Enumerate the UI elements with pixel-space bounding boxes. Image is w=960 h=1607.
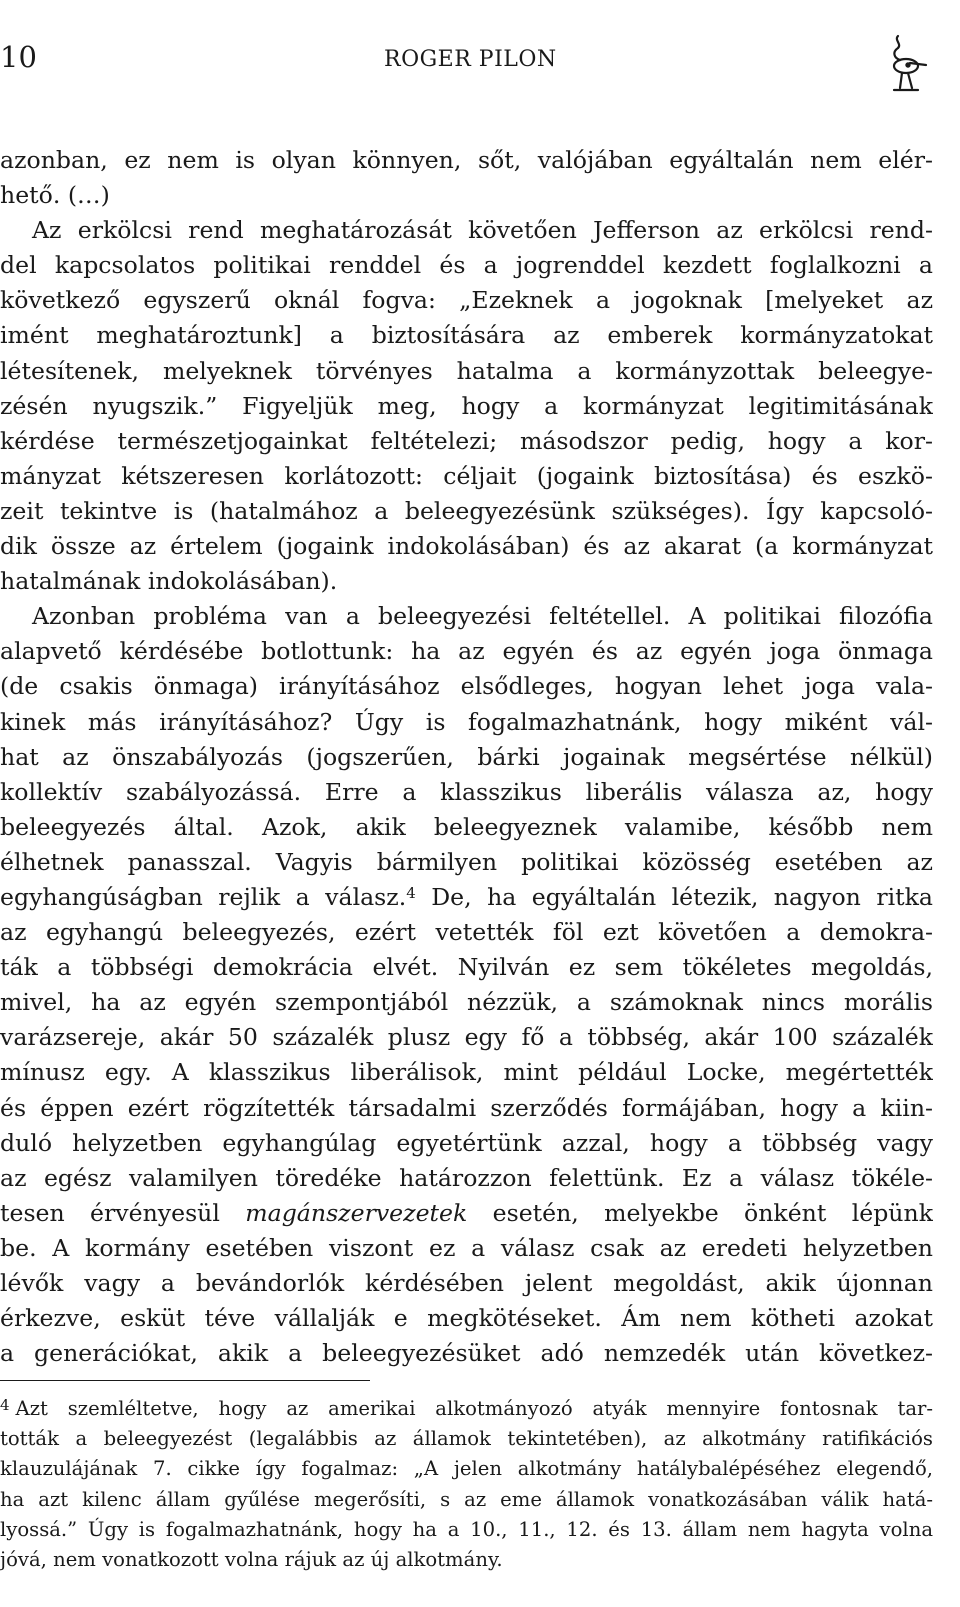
body-line: a generációkat, akik a beleegyezésüket adó nemzedék után következ- [0, 1339, 933, 1368]
body-line: érkezve, esküt téve vállalják e megkötéseket. Ám nem kötheti azokat [0, 1304, 933, 1333]
body-line: mínusz egy. A klasszikus liberálisok, mint például Locke, megértették [0, 1058, 933, 1087]
body-line: varázsereje, akár 50 százalék plusz egy fő a többség, akár 100 százalék [0, 1023, 933, 1052]
footnote-line: tották a beleegyezést (legalábbis az államok tekintetében), az alkotmány ratifikációs [0, 1427, 933, 1451]
footnote-reference[interactable]: 4 [406, 883, 416, 902]
body-line: az egész valamilyen töredéke határozzon felettünk. Ez a válasz tökéle- [0, 1163, 933, 1192]
footnote-line: jóvá, nem vonatkozott volna rájuk az új alkotmány. [0, 1547, 503, 1571]
footnote-number: 4 [0, 1396, 10, 1414]
body-line: ták a többségi demokrácia elvét. Nyilván ez sem tökéletes megoldás, [0, 953, 933, 982]
body-line: következő egyszerű oknál fogva: „Ezeknek a jogoknak [melyeket az [0, 286, 933, 315]
footnote-text: Azt szemléltetve, hogy az amerikai alkotmányozó atyák mennyire fontosnak tar- [15, 1397, 933, 1420]
body-line: Azonban probléma van a beleegyezési feltétellel. A politikai filozófia [32, 602, 933, 631]
footnote-divider [0, 1380, 370, 1381]
body-line: élhetnek panasszal. Vagyis bármilyen politikai közösség esetében az [0, 847, 933, 876]
body-line: lévők vagy a bevándorlók kérdésében jelent megoldást, akik újonnan [0, 1269, 933, 1297]
body-line: beleegyezés által. Azok, akik beleegyeznek valamibe, később nem [0, 812, 933, 841]
body-line: azonban, ez nem is olyan könnyen, sőt, valójában egyáltalán nem elér- [0, 146, 933, 174]
body-line: be. A kormány esetében viszont ez a válasz csak az eredeti helyzetben [0, 1233, 933, 1262]
body-line: (de csakis önmaga) irányításához elsődleges, hogyan lehet joga vala- [0, 672, 933, 701]
body-line-start: tesen érvényesül [0, 1198, 220, 1227]
bird-logo-icon [884, 30, 928, 96]
body-line [0, 880, 933, 915]
body-line: imént meghatároztunk] a biztosítására az emberek kormányzatokat [0, 321, 933, 350]
body-line: duló helyzetben egyhangúlag egyetértünk azzal, hogy a többség vagy [0, 1128, 933, 1157]
body-line: kinek más irányításához? Úgy is fogalmazhatnánk, hogy miként vál- [0, 707, 933, 736]
page-header [0, 30, 960, 90]
body-line: dik össze az értelem (jogaink indokolásában) és az akarat (a kormányzat [0, 532, 933, 561]
page-number: 10 [0, 40, 37, 74]
footnote-line: klauzulájának 7. cikke így fogalmaz: „A jelen alkotmány hatálybalépéséhez elegendő, [0, 1457, 933, 1481]
body-line: Az erkölcsi rend meghatározását követően Jefferson az erkölcsi rend- [32, 216, 933, 245]
body-line: létesítenek, melyeknek törvényes hatalma a kormányzottak beleegye- [0, 356, 933, 385]
footnote-line: lyossá.” Úgy is fogalmazhatnánk, hogy ha a 10., 11., 12. és 13. állam nem hagyta volna [0, 1517, 933, 1541]
footnote-line: ha azt kilenc állam gyűlése megerősíti, s az eme államok vonatkozásában válik hatá- [0, 1487, 933, 1511]
body-text [0, 143, 933, 1371]
body-line-end: esetén, melyekbe önként lépünk [492, 1198, 933, 1227]
footnotes [0, 1394, 933, 1575]
body-line: kollektív szabályozássá. Erre a klasszikus liberális válasza az, hogy [0, 777, 933, 806]
body-line-start: egyhangúságban rejlik a válasz. [0, 882, 407, 911]
body-line [0, 1196, 933, 1231]
body-line: és éppen ezért rögzítették társadalmi szerződés formájában, hogy a kiin- [0, 1093, 933, 1122]
body-line-end: De, ha egyáltalán létezik, nagyon ritka [431, 882, 933, 911]
body-line: hat az önszabályozás (jogszerűen, bárki jogainak megsértése nélkül) [0, 742, 933, 771]
body-line: mányzat kétszeresen korlátozott: céljait (jogaink biztosítása) és eszkö- [0, 461, 933, 490]
body-line: alapvető kérdésébe botlottunk: ha az egyén és az egyén joga önmaga [0, 637, 933, 666]
italic-term: magánszervezetek [245, 1198, 468, 1227]
body-line: del kapcsolatos politikai renddel és a jogrenddel kezdett foglalkozni a [0, 251, 933, 280]
body-line: hatalmának indokolásában). [0, 567, 338, 596]
body-line: hető. (…) [0, 181, 110, 210]
body-line: kérdése természetjogainkat feltételezi; másodszor pedig, hogy a kor- [0, 426, 933, 455]
body-line: mivel, ha az egyén szempontjából nézzük, a számoknak nincs morális [0, 988, 933, 1017]
footnote-line [0, 1394, 933, 1424]
body-line: zésén nyugszik.” Figyeljük meg, hogy a kormányzat legitimitásának [0, 391, 933, 420]
body-line: az egyhangú beleegyezés, ezért vetették föl ezt követően a demokra- [0, 918, 933, 947]
body-line: zeit tekintve is (hatalmához a beleegyezésünk szükséges). Így kapcsoló- [0, 496, 933, 525]
running-head: ROGER PILON [384, 47, 557, 72]
